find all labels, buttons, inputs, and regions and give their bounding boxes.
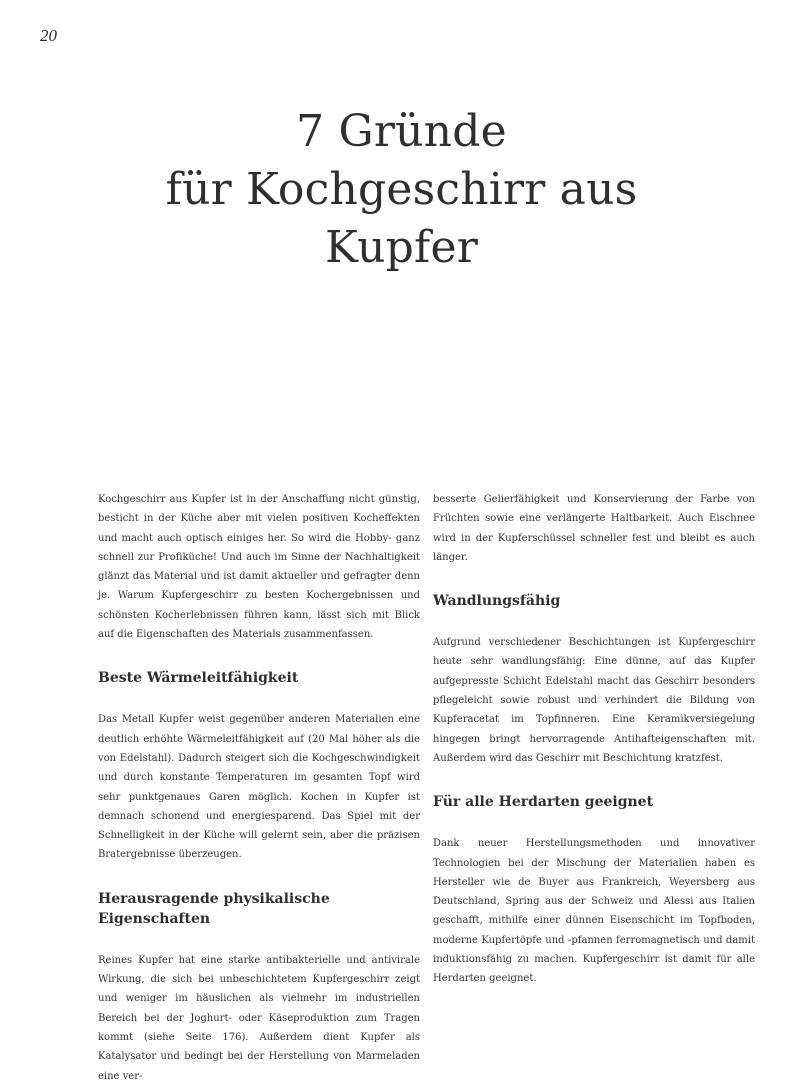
page-title	[0, 103, 803, 277]
title-line-2: für Kochgeschirr aus	[165, 164, 638, 215]
intro-paragraph: Kochgeschirr aus Kupfer ist in der Anschaffung nicht günstig, besticht in der Küche aber mit vielen positiven Kocheffekten und macht auch optisch einiges her. So wird die Hobby- ganz schnell zur Profiküche! Und auch im Sinne der Nachhaltigkeit glänzt das Material und ist damit aktueller und gefragter denn je. Warum Kupfergeschirr zu besten Kochergebnissen und schönsten Kocherlebnissen führen kann, lässt sich mit Blick auf die Eigenschaften des Materials zusammenfassen.	[98, 494, 420, 641]
title-line-1: 7 Gründe	[296, 106, 507, 157]
right-column	[433, 490, 755, 989]
section-text-waermeleitfaehigkeit: Das Metall Kupfer weist gegenüber anderen Materialien eine deutlich erhöhte Wärmeleitfähigkeit auf (20 Mal höher als die von Edelstahl). Dadurch steigert sich die Kochgeschwindigkeit und durch konstante Temperaturen im gesamten Topf wird sehr punktgenaues Garen möglich. Kochen in Kupfer ist demnach schonend und energiesparend. Das Spiel mit der Schnelligkeit in der Küche will gelernt sein, aber die präzisen Bratergebnisse überzeugen.	[98, 714, 420, 861]
section-heading-wandlungsfaehig: Wandlungsfähig	[433, 593, 561, 610]
left-column	[98, 490, 420, 1086]
section-heading-herdarten: Für alle Herdarten geeignet	[433, 794, 654, 811]
section-text-physikalische-eigenschaften: Reines Kupfer hat eine starke antibakterielle und antivirale Wirkung, die sich bei unbeschichtetem Kupfergeschirr zeigt und weniger im häuslichen als vielmehr im industriellen Bereich bei der Joghurt- oder Käseproduktion zum Tragen kommt (siehe Seite 176). Außerdem dient Kupfer als Katalysator und bedingt bei der Herstellung von Marmeladen eine ver-	[98, 954, 420, 1082]
section-heading-waermeleitfaehigkeit: Beste Wärmeleitfähigkeit	[98, 670, 299, 687]
section-heading-physikalische-eigenschaften: Herausragende physikalische Eigenschaften	[98, 890, 330, 927]
page-number: 20	[40, 26, 57, 45]
continuation-paragraph: besserte Gelierfähigkeit und Konservierung der Farbe von Früchten sowie eine verlängerte Haltbarkeit. Auch Eischnee wird in der Kupferschüssel schneller fest und bleibt es auch länger.	[433, 494, 755, 563]
title-line-3: Kupfer	[325, 222, 478, 273]
section-text-herdarten: Dank neuer Herstellungsmethoden und innovativer Technologien bei der Mischung der Materialien haben es Hersteller wie de Buyer aus Frankreich, Weyersberg aus Deutschland, Spring aus der Schweiz und Alessi aus Italien geschafft, mithilfe einer dünnen Eisenschicht im Topfboden, moderne Kupfertöpfe und -pfannen ferromagnetisch und damit induktionsfähig zu machen. Kupfergeschirr ist damit für alle Herdarten geeignet.	[433, 838, 755, 985]
section-text-wandlungsfaehig: Aufgrund verschiedener Beschichtungen ist Kupfergeschirr heute sehr wandlungsfähig: Eine dünne, auf das Kupfer aufgepresste Schicht Edelstahl macht das Geschirr besonders pflegeleicht sowie robust und verhindert die Bildung von Kupferacetat im Topfinneren. Eine Keramikversiegelung hingegen bringt hervorragende Antihafteigenschaften mit. Außerdem wird das Geschirr mit Beschichtung kratzfest.	[433, 637, 755, 764]
